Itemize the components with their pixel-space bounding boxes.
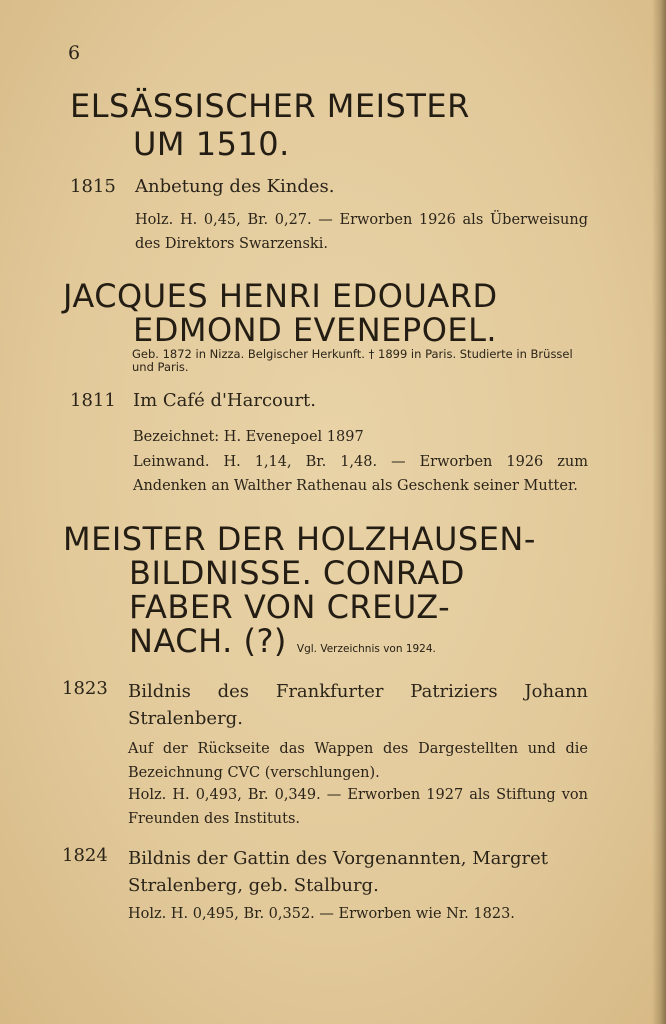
artwork-details: Holz. H. 0,45, Br. 0,27. — Erworben 1926 als Überweisung des Direktors Swarzenski. xyxy=(135,212,588,252)
catalog-number: 1824 xyxy=(62,845,108,866)
catalog-number: 1811 xyxy=(70,390,116,411)
artwork-inscription: Bezeichnet: H. Evenepoel 1897 xyxy=(133,429,364,445)
artist-heading-line: MEISTER DER HOLZHAUSEN- xyxy=(63,520,536,558)
artist-heading-line: BILDNISSE. CONRAD xyxy=(129,554,465,592)
artwork-title: Bildnis des Frankfurter Patriziers Johann Stralenberg. xyxy=(128,681,588,729)
artwork-title: Anbetung des Kindes. xyxy=(135,176,335,197)
artist-heading-line: ELSÄSSISCHER MEISTER xyxy=(70,87,470,125)
artwork-inscription: Auf der Rückseite das Wappen des Dargestellten und die Bezeichnung CVC (verschlungen). xyxy=(128,741,588,781)
artist-bio: Geb. 1872 in Nizza. Belgischer Herkunft. † 1899 in Paris. Studierte in Brüssel und Paris. xyxy=(132,347,573,374)
catalog-number: 1823 xyxy=(62,678,108,699)
page-edge-shadow xyxy=(652,0,666,1024)
artist-heading-line: FABER VON CREUZ- xyxy=(129,588,451,626)
artwork-details: Holz. H. 0,495, Br. 0,352. — Erworben wie Nr. 1823. xyxy=(128,906,515,922)
artwork-title: Bildnis der Gattin des Vorgenannten, Margret Stralenberg, geb. Stalburg. xyxy=(128,848,549,896)
reference-note: Vgl. Verzeichnis von 1924. xyxy=(296,643,436,655)
artwork-details: Leinwand. H. 1,14, Br. 1,48. — Erworben 1926 zum Andenken an Walther Rathenau als Geschenk seiner Mutter. xyxy=(133,454,588,494)
artist-heading-line: NACH. (?) xyxy=(129,622,287,660)
artist-heading-last-line xyxy=(129,622,436,660)
artist-heading-line: JACQUES HENRI EDOUARD xyxy=(63,277,498,315)
artist-heading-line: EDMOND EVENEPOEL. xyxy=(133,311,498,349)
artist-heading-line: UM 1510. xyxy=(133,125,290,163)
catalog-number: 1815 xyxy=(70,176,116,197)
artwork-details: Holz. H. 0,493, Br. 0,349. — Erworben 1927 als Stiftung von Freunden des Instituts. xyxy=(128,787,588,827)
page-number: 6 xyxy=(68,42,81,64)
artwork-title: Im Café d'Harcourt. xyxy=(133,390,317,411)
